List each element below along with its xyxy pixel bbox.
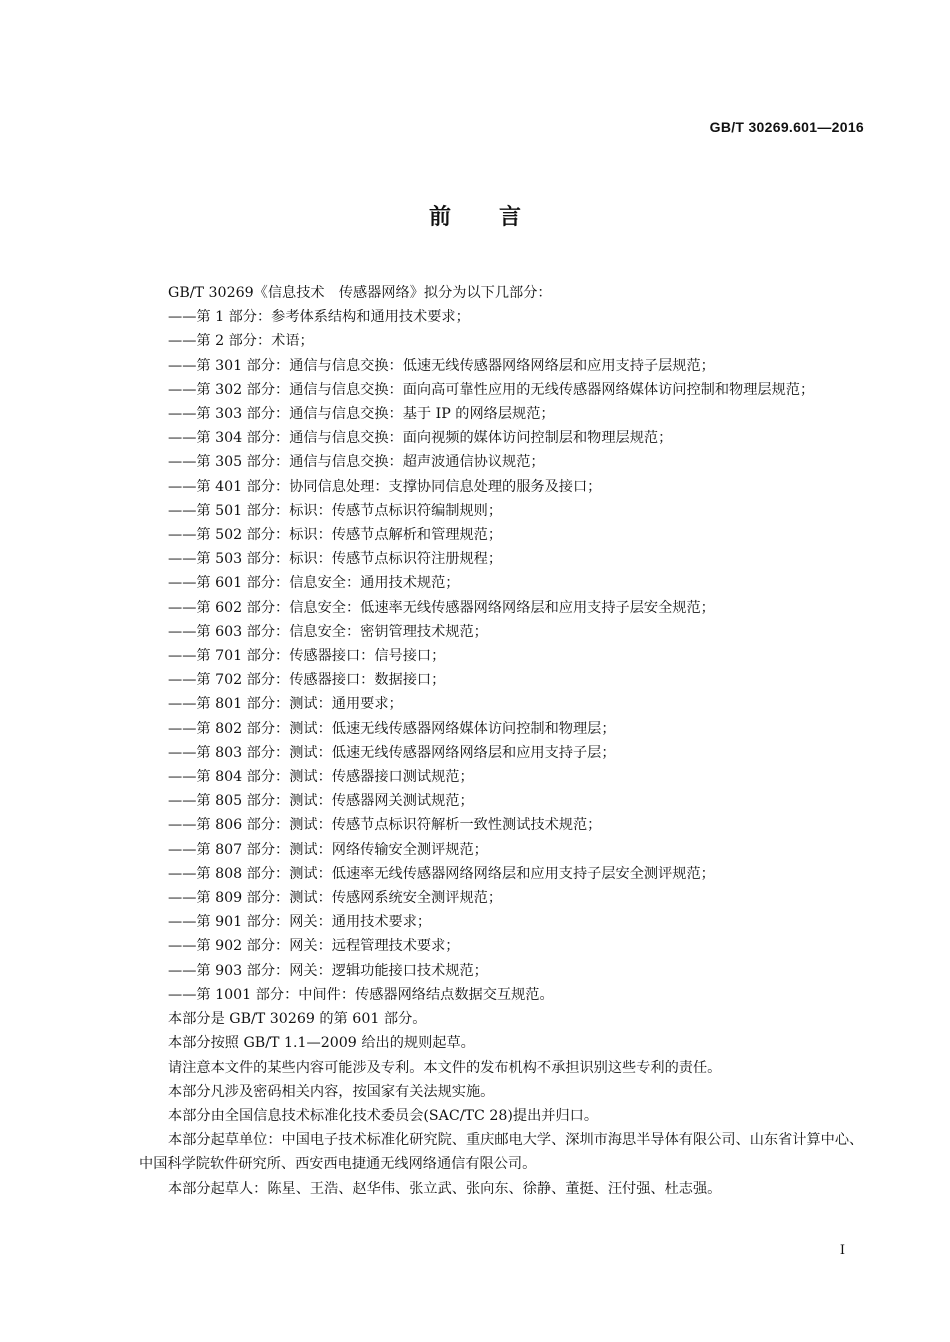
part-list-item: ——第 802 部分：测试：低速无线传感器网络媒体访问控制和物理层；	[168, 720, 616, 737]
part-list-item: ——第 806 部分：测试：传感节点标识符解析一致性测试技术规范；	[168, 817, 602, 834]
part-list-item: ——第 805 部分：测试：传感器网关测试规范；	[168, 793, 474, 810]
part-list-item: ——第 503 部分：标识：传感节点标识符注册规程；	[168, 551, 503, 568]
part-list-item: ——第 2 部分：术语；	[168, 333, 314, 350]
paragraph: 请注意本文件的某些内容可能涉及专利。本文件的发布机构不承担识别这些专利的责任。	[168, 1059, 722, 1076]
paragraph: 本部分由全国信息技术标准化技术委员会(SAC/TC 28)提出并归口。	[168, 1107, 599, 1124]
foreword-body	[139, 281, 869, 1201]
part-list-item: ——第 801 部分：测试：通用要求；	[168, 696, 403, 713]
page-title: 前言	[428, 205, 569, 230]
part-list-item: ——第 701 部分：传感器接口：信号接口；	[168, 648, 446, 665]
part-list-item: ——第 808 部分：测试：低速率无线传感器网络网络层和应用支持子层安全测评规范；	[168, 865, 715, 882]
paragraph: 本部分按照 GB/T 1.1—2009 给出的规则起草。	[168, 1035, 475, 1052]
part-list-item: ——第 809 部分：测试：传感网系统安全测评规范；	[168, 890, 503, 907]
part-list-item: ——第 303 部分：通信与信息交换：基于 IP 的网络层规范；	[168, 406, 555, 423]
page-number: I	[839, 1243, 845, 1258]
part-list-item: ——第 1 部分：参考体系结构和通用技术要求；	[168, 309, 470, 326]
part-list-item: ——第 603 部分：信息安全：密钥管理技术规范；	[168, 623, 488, 640]
part-list-item: ——第 304 部分：通信与信息交换：面向视频的媒体访问控制层和物理层规范；	[168, 430, 673, 447]
paragraph: 本部分是 GB/T 30269 的第 601 部分。	[168, 1011, 427, 1028]
part-list-item: ——第 804 部分：测试：传感器接口测试规范；	[168, 769, 474, 786]
part-list-item: ——第 803 部分：测试：低速无线传感器网络网络层和应用支持子层；	[168, 744, 616, 761]
part-list-item: ——第 602 部分：信息安全：低速率无线传感器网络网络层和应用支持子层安全规范；	[168, 599, 715, 616]
part-list-item: ——第 807 部分：测试：网络传输安全测评规范；	[168, 841, 488, 858]
part-list-item: ——第 301 部分：通信与信息交换：低速无线传感器网络网络层和应用支持子层规范；	[168, 357, 715, 374]
part-list-item: ——第 302 部分：通信与信息交换：面向高可靠性应用的无线传感器网络媒体访问控制和物理层规范；	[168, 381, 815, 398]
part-list-item: ——第 702 部分：传感器接口：数据接口；	[168, 672, 446, 689]
part-list-item: ——第 901 部分：网关：通用技术要求；	[168, 914, 432, 931]
part-list-item: ——第 903 部分：网关：逻辑功能接口技术规范；	[168, 962, 488, 979]
part-list-item: ——第 1001 部分：中间件：传感器网络结点数据交互规范。	[168, 986, 554, 1003]
part-list-item: ——第 501 部分：标识：传感节点标识符编制规则；	[168, 502, 503, 519]
part-list-item: ——第 601 部分：信息安全：通用技术规范；	[168, 575, 460, 592]
part-list-item: ——第 401 部分：协同信息处理：支撑协同信息处理的服务及接口；	[168, 478, 602, 495]
paragraph: 本部分凡涉及密码相关内容，按国家有关法规实施。	[168, 1083, 495, 1100]
part-list-item: ——第 502 部分：标识：传感节点解析和管理规范；	[168, 527, 503, 544]
part-list-item: ——第 305 部分：通信与信息交换：超声波通信协议规范；	[168, 454, 545, 471]
drafting-organizations-paragraph: 本部分起草单位：中国电子技术标准化研究院、重庆邮电大学、深圳市海思半导体有限公司、山东省计算中心、中国科学院软件研究所、西安西电捷通无线网络通信有限公司。	[139, 1132, 864, 1173]
part-list-item: ——第 902 部分：网关：远程管理技术要求；	[168, 938, 460, 955]
standard-code: GB/T 30269.601—2016	[709, 119, 864, 135]
drafters-paragraph: 本部分起草人：陈星、王浩、赵华伟、张立武、张向东、徐静、董挺、汪付强、杜志强。	[168, 1180, 722, 1197]
intro-paragraph: GB/T 30269《信息技术 传感器网络》拟分为以下几部分：	[168, 285, 552, 301]
